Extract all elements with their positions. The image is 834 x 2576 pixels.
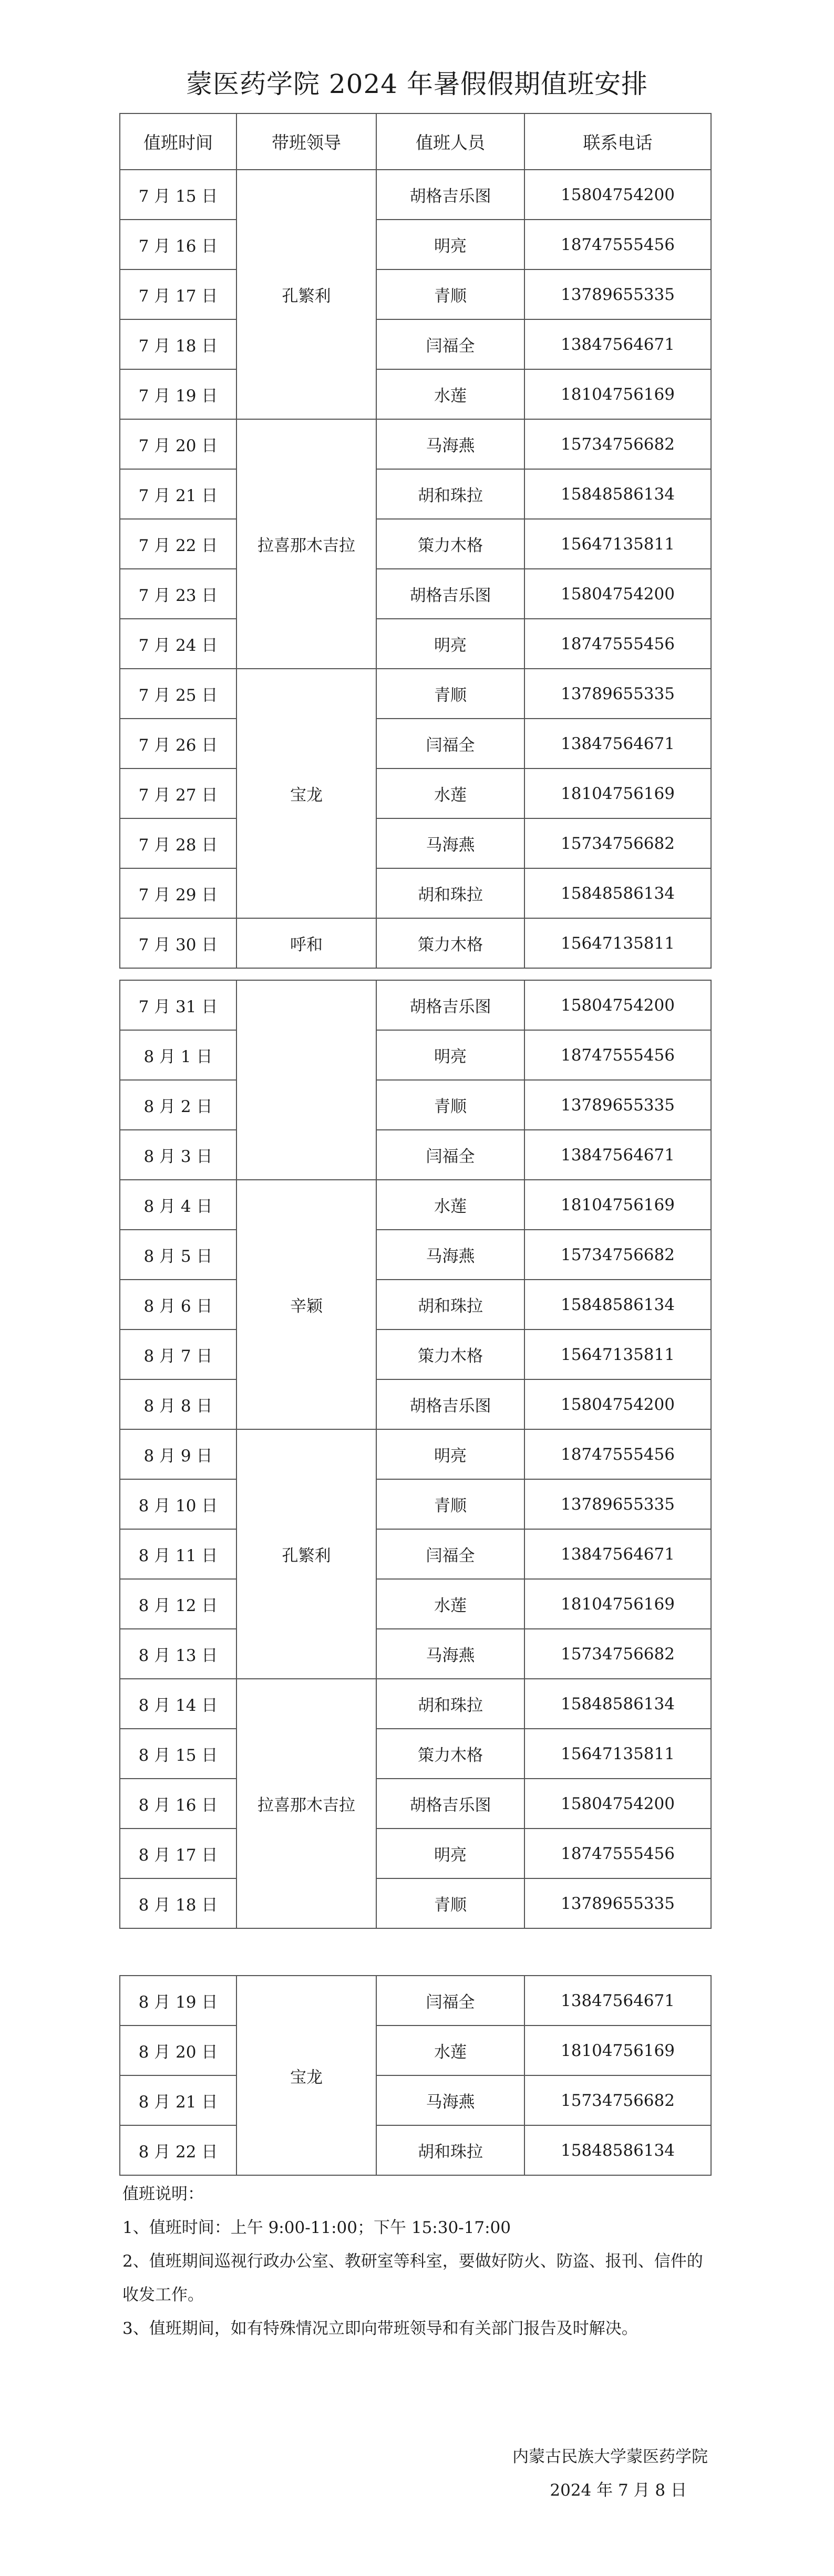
staff-cell: 胡格吉乐图 [376,980,524,1030]
phone-cell: 18747555456 [524,619,711,669]
table-row [120,1080,711,1130]
phone-cell: 18747555456 [524,1030,711,1080]
table-row [120,1230,711,1280]
staff-cell: 明亮 [376,1030,524,1080]
phone-cell: 15734756682 [524,818,711,868]
duty-date-cell: 7 月 22 日 [120,519,236,569]
duty-date-cell: 7 月 30 日 [120,918,236,968]
table-row [120,1829,711,1878]
signature-block [512,2440,708,2507]
note-item: 2、值班期间巡视行政办公室、教研室等科室，要做好防火、防盗、报刊、信件的收发工作。 [122,2252,703,2304]
phone-cell: 18747555456 [524,220,711,269]
duty-date-cell: 7 月 15 日 [120,170,236,220]
staff-cell: 胡和珠拉 [376,1280,524,1329]
leader-cell: 呼和 [236,918,376,968]
staff-cell: 胡和珠拉 [376,469,524,519]
duty-date-cell: 7 月 28 日 [120,818,236,868]
phone-cell: 18104756169 [524,369,711,419]
staff-cell: 闫福全 [376,719,524,768]
table-row [120,1479,711,1529]
duty-date-cell: 7 月 25 日 [120,669,236,719]
phone-cell: 18104756169 [524,768,711,818]
phone-cell: 15804754200 [524,170,711,220]
table-row [120,2075,711,2125]
duty-date-cell: 8 月 10 日 [120,1479,236,1529]
duty-date-cell: 7 月 17 日 [120,269,236,319]
staff-cell: 明亮 [376,220,524,269]
table-row [120,1030,711,1080]
table-row [120,569,711,619]
table-row [120,2125,711,2175]
table-row [120,918,711,968]
leader-cell: 辛颖 [236,1180,376,1429]
table-row [120,170,711,220]
duty-date-cell: 8 月 6 日 [120,1280,236,1329]
staff-cell: 胡格吉乐图 [376,569,524,619]
staff-cell: 青顺 [376,1479,524,1529]
phone-cell: 18104756169 [524,2026,711,2075]
phone-cell: 13789655335 [524,269,711,319]
duty-date-cell: 7 月 21 日 [120,469,236,519]
header-row [120,113,711,170]
duty-date-cell: 8 月 18 日 [120,1878,236,1928]
phone-cell: 15848586134 [524,1679,711,1729]
staff-cell: 闫福全 [376,1130,524,1180]
table-row [120,1679,711,1729]
staff-cell: 马海燕 [376,2075,524,2125]
staff-cell: 明亮 [376,1429,524,1479]
staff-cell: 水莲 [376,1180,524,1230]
column-header: 联系电话 [524,113,711,170]
duty-date-cell: 8 月 7 日 [120,1329,236,1379]
duty-date-cell: 8 月 8 日 [120,1379,236,1429]
table-row [120,2026,711,2075]
leader-cell: 宝龙 [236,669,376,918]
table-row [120,1329,711,1379]
leader-cell: 孔繁利 [236,170,376,419]
phone-cell: 15734756682 [524,1230,711,1280]
table-row [120,519,711,569]
table-row [120,1180,711,1230]
duty-date-cell: 7 月 23 日 [120,569,236,619]
leader-cell: 拉喜那木吉拉 [236,419,376,669]
duty-date-cell: 7 月 27 日 [120,768,236,818]
duty-date-cell: 8 月 12 日 [120,1579,236,1629]
table-row [120,1976,711,2026]
duty-date-cell: 8 月 3 日 [120,1130,236,1180]
column-header: 带班领导 [236,113,376,170]
staff-cell: 青顺 [376,269,524,319]
phone-cell: 18104756169 [524,1579,711,1629]
duty-date-cell: 7 月 29 日 [120,868,236,918]
staff-cell: 策力木格 [376,918,524,968]
duty-table-august [119,980,712,1929]
table-row [120,619,711,669]
table-row [120,1429,711,1479]
duty-date-cell: 7 月 20 日 [120,419,236,469]
duty-date-cell: 8 月 14 日 [120,1679,236,1729]
duty-date-cell: 7 月 26 日 [120,719,236,768]
phone-cell: 15804754200 [524,1379,711,1429]
table-row [120,1529,711,1579]
phone-cell: 15848586134 [524,2125,711,2175]
staff-cell: 策力木格 [376,1329,524,1379]
phone-cell: 15804754200 [524,1779,711,1829]
duty-date-cell: 8 月 19 日 [120,1976,236,2026]
duty-date-cell: 8 月 21 日 [120,2075,236,2125]
table-row [120,980,711,1030]
staff-cell: 水莲 [376,2026,524,2075]
duty-date-cell: 7 月 19 日 [120,369,236,419]
note-item: 1、值班时间：上午 9:00-11:00；下午 15:30-17:00 [122,2218,511,2237]
phone-cell: 13847564671 [524,1130,711,1180]
duty-date-cell: 7 月 18 日 [120,319,236,369]
staff-cell: 水莲 [376,1579,524,1629]
note-item: 3、值班期间，如有特殊情况立即向带班领导和有关部门报告及时解决。 [122,2319,638,2338]
staff-cell: 胡格吉乐图 [376,1379,524,1429]
table-row [120,419,711,469]
table-row [120,1280,711,1329]
signature-org: 内蒙古民族大学蒙医药学院 [512,2447,708,2466]
staff-cell: 马海燕 [376,419,524,469]
table-row [120,220,711,269]
staff-cell: 马海燕 [376,1230,524,1280]
staff-cell: 闫福全 [376,1976,524,2026]
phone-cell: 13847564671 [524,319,711,369]
table-row [120,1629,711,1679]
staff-cell: 明亮 [376,1829,524,1878]
staff-cell: 策力木格 [376,519,524,569]
table-row [120,669,711,719]
table-row [120,1379,711,1429]
signature-date: 2024 年 7 月 8 日 [550,2481,687,2500]
phone-cell: 15734756682 [524,419,711,469]
phone-cell: 15804754200 [524,980,711,1030]
phone-cell: 13789655335 [524,1080,711,1130]
duty-date-cell: 8 月 9 日 [120,1429,236,1479]
phone-cell: 13789655335 [524,1878,711,1928]
table-row [120,818,711,868]
phone-cell: 13847564671 [524,719,711,768]
phone-cell: 15804754200 [524,569,711,619]
phone-cell: 13789655335 [524,1479,711,1529]
table-row [120,269,711,319]
phone-cell: 13847564671 [524,1529,711,1579]
duty-date-cell: 8 月 11 日 [120,1529,236,1579]
column-header: 值班人员 [376,113,524,170]
duty-table-late-august [119,1975,712,2176]
column-header: 值班时间 [120,113,236,170]
duty-date-cell: 8 月 4 日 [120,1180,236,1230]
phone-cell: 18747555456 [524,1829,711,1878]
duty-date-cell: 8 月 17 日 [120,1829,236,1878]
duty-table-july [119,113,712,969]
duty-date-cell: 8 月 2 日 [120,1080,236,1130]
staff-cell: 胡和珠拉 [376,868,524,918]
phone-cell: 18104756169 [524,1180,711,1230]
phone-cell: 13789655335 [524,669,711,719]
duty-notes [122,2177,711,2345]
duty-date-cell: 7 月 24 日 [120,619,236,669]
duty-date-cell: 7 月 16 日 [120,220,236,269]
table-row [120,1779,711,1829]
table-row [120,1729,711,1779]
staff-cell: 胡格吉乐图 [376,1779,524,1829]
table-row [120,719,711,768]
phone-cell: 15647135811 [524,918,711,968]
duty-date-cell: 8 月 20 日 [120,2026,236,2075]
table-row [120,469,711,519]
duty-date-cell: 8 月 13 日 [120,1629,236,1679]
phone-cell: 15848586134 [524,868,711,918]
page-title: 蒙医药学院 2024 年暑假假期值班安排 [186,69,648,99]
staff-cell: 青顺 [376,669,524,719]
duty-date-cell: 8 月 5 日 [120,1230,236,1280]
staff-cell: 水莲 [376,369,524,419]
table-row [120,1878,711,1928]
leader-cell: 拉喜那木吉拉 [236,1679,376,1928]
duty-date-cell: 7 月 31 日 [120,980,236,1030]
phone-cell: 15848586134 [524,1280,711,1329]
duty-date-cell: 8 月 22 日 [120,2125,236,2175]
staff-cell: 闫福全 [376,319,524,369]
staff-cell: 马海燕 [376,1629,524,1679]
table-row [120,1130,711,1180]
leader-cell: 孔繁利 [236,1429,376,1679]
staff-cell: 青顺 [376,1080,524,1130]
phone-cell: 15848586134 [524,469,711,519]
staff-cell: 胡格吉乐图 [376,170,524,220]
duty-date-cell: 8 月 15 日 [120,1729,236,1779]
staff-cell: 策力木格 [376,1729,524,1779]
phone-cell: 15734756682 [524,2075,711,2125]
phone-cell: 13847564671 [524,1976,711,2026]
phone-cell: 15647135811 [524,519,711,569]
leader-cell [236,980,376,1180]
table-row [120,319,711,369]
staff-cell: 胡和珠拉 [376,2125,524,2175]
table-row [120,868,711,918]
staff-cell: 马海燕 [376,818,524,868]
duty-date-cell: 8 月 16 日 [120,1779,236,1829]
staff-cell: 胡和珠拉 [376,1679,524,1729]
table-row [120,369,711,419]
staff-cell: 明亮 [376,619,524,669]
staff-cell: 水莲 [376,768,524,818]
phone-cell: 18747555456 [524,1429,711,1479]
table-row [120,768,711,818]
notes-heading: 值班说明： [122,2185,204,2204]
table-row [120,1579,711,1629]
duty-date-cell: 8 月 1 日 [120,1030,236,1080]
phone-cell: 15647135811 [524,1729,711,1779]
phone-cell: 15734756682 [524,1629,711,1679]
phone-cell: 15647135811 [524,1329,711,1379]
staff-cell: 闫福全 [376,1529,524,1579]
staff-cell: 青顺 [376,1878,524,1928]
leader-cell: 宝龙 [236,1976,376,2175]
